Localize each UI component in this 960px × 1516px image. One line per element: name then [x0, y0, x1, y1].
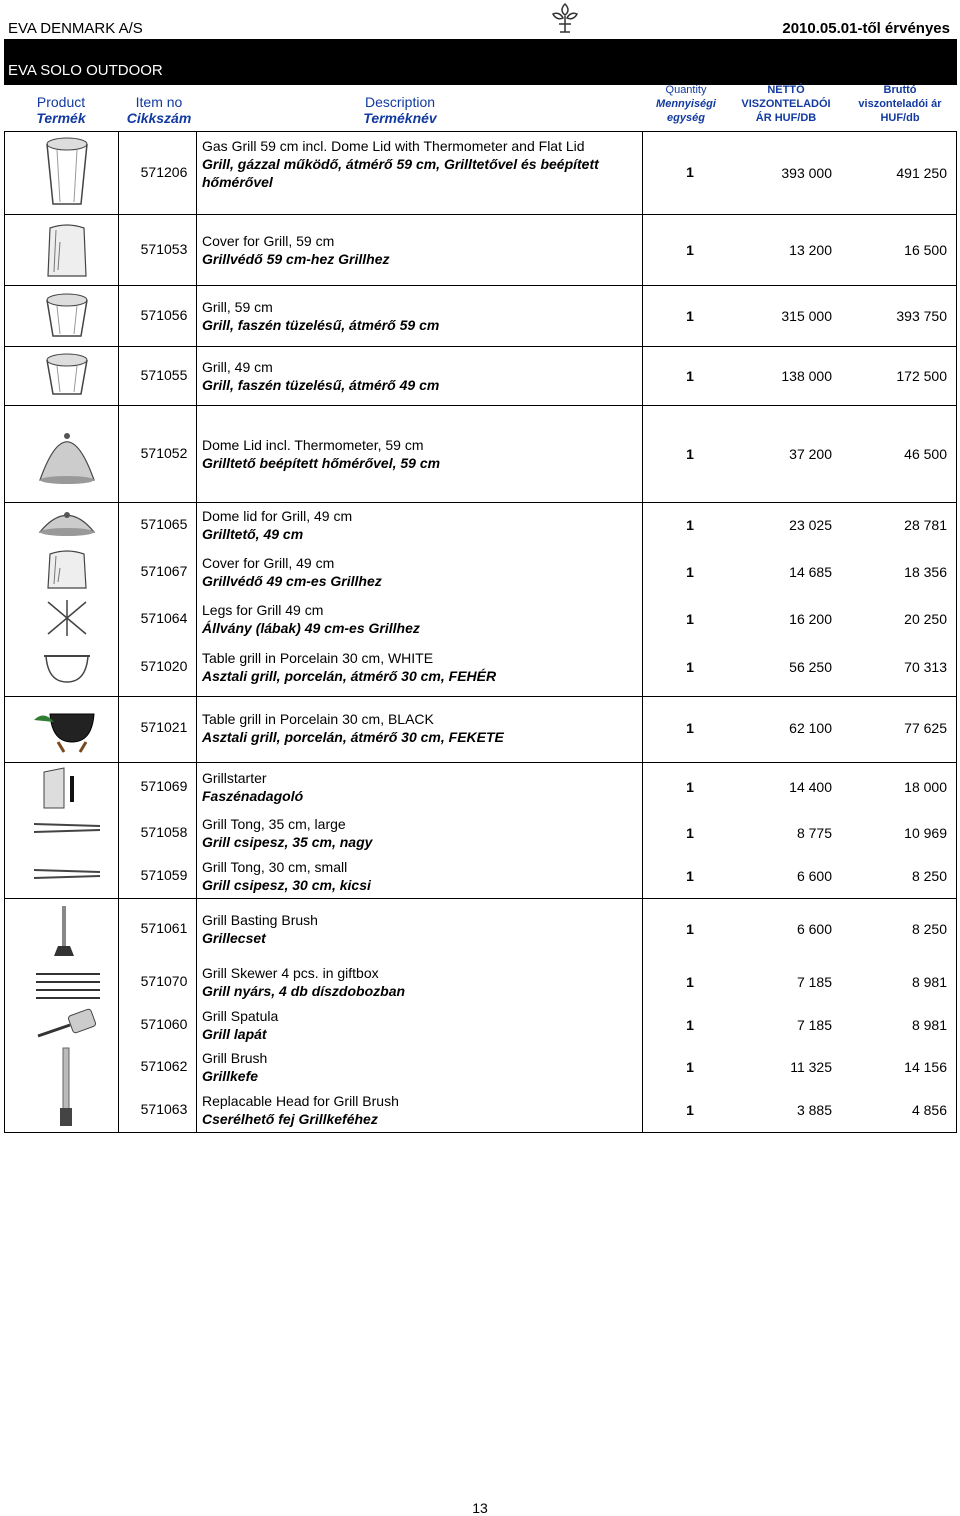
item-net-price: 393 000: [781, 165, 832, 181]
item-description-en: Grill Tong, 30 cm, small: [202, 859, 348, 875]
col-product-en: Product: [36, 94, 86, 110]
item-description-hu: Grillvédő 49 cm-es Grillhez: [202, 573, 382, 589]
item-gross-price: 393 750: [896, 308, 947, 324]
item-net-price: 23 025: [789, 517, 832, 533]
item-description: [202, 911, 642, 947]
item-gross-price: 18 000: [904, 779, 947, 795]
item-net-price: 37 200: [789, 446, 832, 462]
item-description-en: Table grill in Porcelain 30 cm, BLACK: [202, 711, 434, 727]
item-description-hu: Grill, gázzal működő, átmérő 59 cm, Grilltetővel és beépített hőmérővel: [202, 156, 599, 190]
item-description-hu: Asztali grill, porcelán, átmérő 30 cm, FEKETE: [202, 729, 504, 745]
item-gross-price: 14 156: [904, 1059, 947, 1075]
item-description: [202, 710, 642, 746]
col-product: [20, 86, 102, 130]
item-description: [202, 232, 642, 268]
col-net: [728, 83, 844, 127]
item-code: 571061: [140, 920, 188, 936]
item-description-hu: Asztali grill, porcelán, átmérő 30 cm, FEHÉR: [202, 668, 497, 684]
legs-icon: [30, 598, 104, 638]
item-code: 571206: [140, 164, 188, 180]
item-description: [202, 769, 642, 805]
item-gross-price: 20 250: [904, 611, 947, 627]
col-gross: [842, 83, 958, 127]
item-net-price: 3 885: [796, 1102, 832, 1118]
item-net-price: 14 685: [789, 564, 832, 580]
item-net-price: 7 185: [796, 974, 832, 990]
item-net-price: 13 200: [789, 242, 832, 258]
col-net-l2: VISZONTELADÓI: [741, 98, 831, 110]
item-quantity: 1: [686, 564, 694, 580]
item-code: 571053: [140, 241, 188, 257]
item-quantity: 1: [686, 825, 694, 841]
item-gross-price: 70 313: [904, 659, 947, 675]
item-description-en: Dome lid for Grill, 49 cm: [202, 508, 353, 524]
item-net-price: 56 250: [789, 659, 832, 675]
item-quantity: 1: [686, 974, 694, 990]
item-description-hu: Grillvédő 59 cm-hez Grillhez: [202, 251, 390, 267]
item-description: [202, 1092, 642, 1128]
item-description-hu: Állvány (lábak) 49 cm-es Grillhez: [202, 620, 420, 636]
item-description-hu: Grill lapát: [202, 1026, 267, 1042]
col-quantity-l3: egység: [667, 112, 705, 124]
grill-brush-icon: [30, 1046, 104, 1130]
col-gross-l2: viszonteladói ár: [858, 98, 942, 110]
col-quantity: [640, 83, 732, 127]
skewer-icon: [30, 966, 104, 1002]
item-description-en: Table grill in Porcelain 30 cm, WHITE: [202, 650, 434, 666]
item-description-en: Dome Lid incl. Thermometer, 59 cm: [202, 437, 424, 453]
item-description: [202, 507, 642, 543]
item-description-hu: Grillecset: [202, 930, 266, 946]
col-gross-l1: Bruttó: [883, 84, 917, 96]
col-product-hu: Termék: [36, 110, 86, 126]
item-net-price: 6 600: [796, 868, 832, 884]
item-gross-price: 491 250: [896, 165, 947, 181]
item-code: 571020: [140, 658, 188, 674]
item-code: 571056: [140, 307, 188, 323]
item-net-price: 315 000: [781, 308, 832, 324]
col-item-no-hu: Cikkszám: [126, 110, 192, 126]
item-quantity: 1: [686, 164, 694, 180]
item-description-hu: Grill csipesz, 30 cm, kicsi: [202, 877, 371, 893]
basting-brush-icon: [30, 902, 104, 960]
item-description: [202, 858, 642, 894]
item-code: 571070: [140, 973, 188, 989]
item-code: 571060: [140, 1016, 188, 1032]
item-description-hu: Grill, faszén tüzelésű, átmérő 49 cm: [202, 377, 440, 393]
item-code: 571021: [140, 719, 188, 735]
item-description-en: Grill, 49 cm: [202, 359, 273, 375]
item-quantity: 1: [686, 368, 694, 384]
item-gross-price: 18 356: [904, 564, 947, 580]
table-grill-black-icon: [30, 700, 104, 756]
item-quantity: 1: [686, 308, 694, 324]
item-gross-price: 77 625: [904, 720, 947, 736]
item-code: 571052: [140, 445, 188, 461]
item-code: 571063: [140, 1101, 188, 1117]
item-net-price: 6 600: [796, 921, 832, 937]
item-description-en: Grillstarter: [202, 770, 267, 786]
col-description: [300, 86, 500, 130]
item-gross-price: 8 981: [911, 1017, 947, 1033]
item-quantity: 1: [686, 921, 694, 937]
item-description-en: Replacable Head for Grill Brush: [202, 1093, 399, 1109]
item-gross-price: 4 856: [911, 1102, 947, 1118]
tong-icon: [30, 816, 104, 840]
item-code: 571058: [140, 824, 188, 840]
item-quantity: 1: [686, 779, 694, 795]
item-gross-price: 8 250: [911, 868, 947, 884]
item-quantity: 1: [686, 446, 694, 462]
item-quantity: 1: [686, 868, 694, 884]
dome-lid-icon: [30, 506, 104, 542]
item-description-en: Grill Brush: [202, 1050, 268, 1066]
item-code: 571062: [140, 1058, 188, 1074]
col-divider-2: [196, 131, 197, 1133]
starter-icon: [30, 764, 104, 812]
col-quantity-l2: Mennyiségi: [656, 98, 716, 110]
item-quantity: 1: [686, 242, 694, 258]
item-description: [202, 298, 642, 334]
brand-name: EVA SOLO OUTDOOR: [8, 62, 163, 79]
item-description: [202, 137, 642, 191]
item-description: [202, 1007, 642, 1043]
item-description: [202, 964, 642, 1000]
valid-from: 2010.05.01-től érvényes: [782, 20, 950, 37]
item-code: 571069: [140, 778, 188, 794]
tong-icon: [30, 862, 104, 886]
col-item-no-en: Item no: [135, 94, 183, 110]
item-description-en: Gas Grill 59 cm incl. Dome Lid with Thermometer and Flat Lid: [202, 138, 585, 154]
grill-icon: [30, 134, 104, 210]
col-divider-1: [118, 131, 119, 1133]
col-description-en: Description: [364, 94, 436, 110]
item-code: 571059: [140, 867, 188, 883]
item-description-hu: Cserélhető fej Grillkeféhez: [202, 1111, 378, 1127]
col-item-no: [118, 86, 200, 130]
item-description-en: Grill, 59 cm: [202, 299, 273, 315]
item-description-en: Grill Tong, 35 cm, large: [202, 816, 346, 832]
item-gross-price: 10 969: [904, 825, 947, 841]
item-gross-price: 28 781: [904, 517, 947, 533]
item-quantity: 1: [686, 659, 694, 675]
cover-icon: [30, 222, 104, 280]
grill-icon: [30, 290, 104, 342]
item-net-price: 14 400: [789, 779, 832, 795]
col-net-l3: ÁR HUF/DB: [755, 112, 817, 124]
item-description-hu: Grill, faszén tüzelésű, átmérő 59 cm: [202, 317, 440, 333]
cover-icon: [30, 548, 104, 592]
item-code: 571064: [140, 610, 188, 626]
col-gross-l3: HUF/db: [880, 112, 920, 124]
item-description-en: Cover for Grill, 49 cm: [202, 555, 335, 571]
col-divider-3: [642, 131, 643, 1133]
item-quantity: 1: [686, 517, 694, 533]
item-description-en: Grill Skewer 4 pcs. in giftbox: [202, 965, 379, 981]
col-net-l1: NETTÓ: [767, 84, 805, 96]
item-quantity: 1: [686, 720, 694, 736]
item-net-price: 11 325: [790, 1059, 832, 1075]
item-quantity: 1: [686, 1102, 694, 1118]
item-quantity: 1: [686, 1059, 694, 1075]
item-quantity: 1: [686, 611, 694, 627]
item-description-en: Grill Basting Brush: [202, 912, 318, 928]
item-gross-price: 172 500: [896, 368, 947, 384]
spatula-icon: [30, 1006, 104, 1044]
item-description-hu: Grillkefe: [202, 1068, 259, 1084]
item-description-hu: Grilltető beépített hőmérővel, 59 cm: [202, 455, 441, 471]
item-description: [202, 358, 642, 394]
item-quantity: 1: [686, 1017, 694, 1033]
dome-lid-icon: [30, 418, 104, 490]
brand-bar: [4, 39, 957, 85]
grill-icon: [30, 350, 104, 400]
item-net-price: 8 775: [796, 825, 832, 841]
item-description: [202, 601, 642, 637]
item-net-price: 62 100: [789, 720, 832, 736]
item-gross-price: 46 500: [904, 446, 947, 462]
item-description-hu: Grill nyárs, 4 db díszdobozban: [202, 983, 406, 999]
item-gross-price: 8 250: [911, 921, 947, 937]
page-number: 13: [472, 1500, 488, 1516]
item-description-en: Legs for Grill 49 cm: [202, 602, 324, 618]
item-description: [202, 436, 642, 472]
item-code: 571055: [140, 367, 188, 383]
item-net-price: 16 200: [789, 611, 832, 627]
item-gross-price: 8 981: [911, 974, 947, 990]
company-name: EVA DENMARK A/S: [8, 20, 143, 37]
table-grill-icon: [30, 646, 104, 686]
item-description-hu: Faszénadagoló: [202, 788, 304, 804]
item-net-price: 7 185: [796, 1017, 832, 1033]
item-description-hu: Grilltető, 49 cm: [202, 526, 304, 542]
item-description: [202, 1049, 642, 1085]
col-quantity-l1: Quantity: [665, 84, 707, 96]
item-code: 571065: [140, 516, 188, 532]
item-description: [202, 649, 642, 685]
item-code: 571067: [140, 563, 188, 579]
item-net-price: 138 000: [781, 368, 832, 384]
item-description: [202, 554, 642, 590]
logo-icon: [549, 2, 581, 36]
col-description-hu: Terméknév: [363, 110, 437, 126]
item-gross-price: 16 500: [904, 242, 947, 258]
item-description-en: Cover for Grill, 59 cm: [202, 233, 335, 249]
item-description-en: Grill Spatula: [202, 1008, 279, 1024]
item-description-hu: Grill csipesz, 35 cm, nagy: [202, 834, 373, 850]
item-description: [202, 815, 642, 851]
